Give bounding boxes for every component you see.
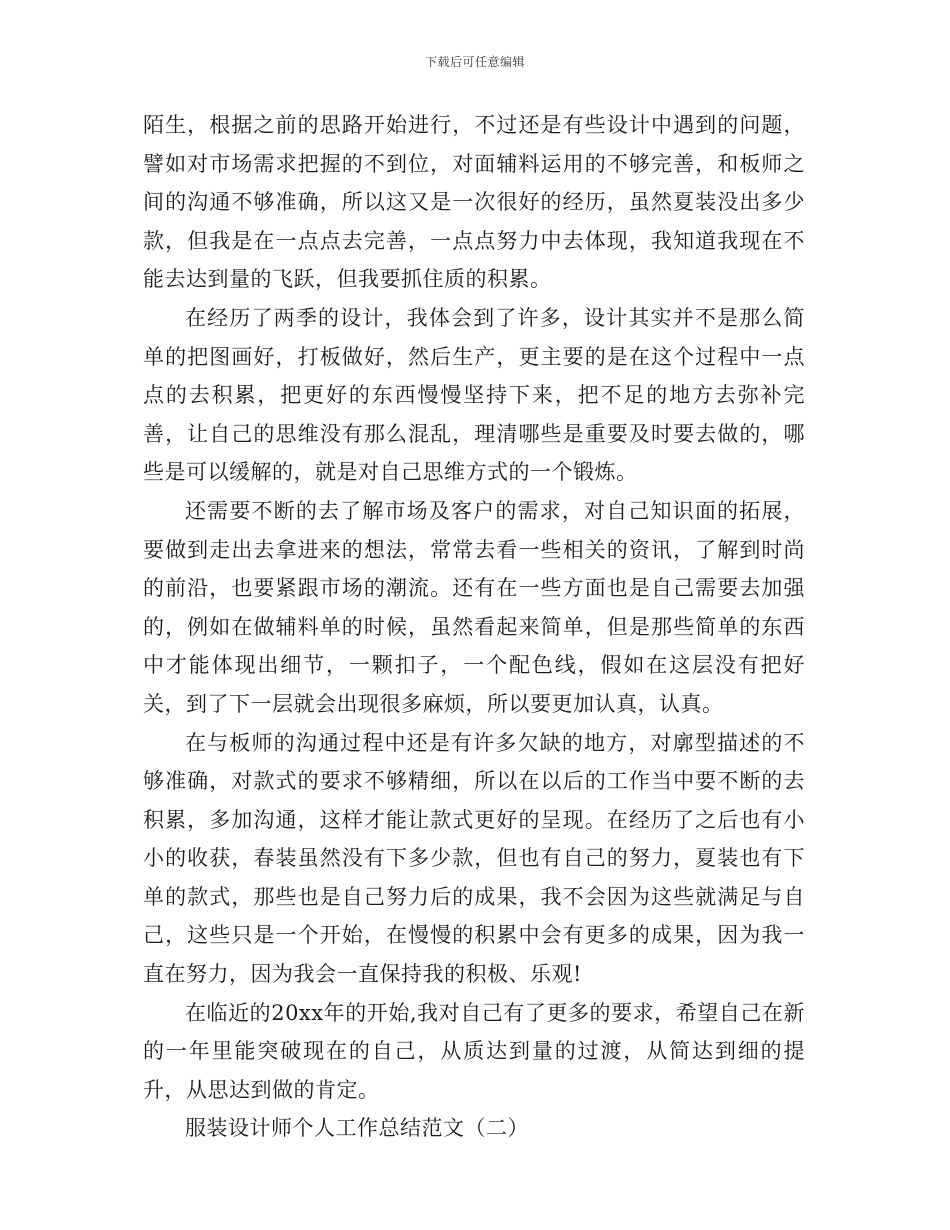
- paragraph-3: 还需要不断的去了解市场及客户的需求，对自己知识面的拓展，要做到走出去拿进来的想法，常常去看一些相关的资讯，了解到时尚的前沿，也要紧跟市场的潮流。还有在一些方面也是自己需要去加强的，例如在做辅料单的时候，虽然看起来简单，但是那些简单的东西中才能体现出细节，一颗扣子，一个配色线，假如在这层没有把好关，到了下一层就会出现很多麻烦，所以要更加认真，认真。: [143, 498, 805, 716]
- paragraph-5: 在临近的20xx年的开始,我对自己有了更多的要求，希望自己在新的一年里能突破现在的自己，从质达到量的过渡，从简达到细的提升，从思达到做的肯定。: [143, 1000, 805, 1102]
- paragraph-4: 在与板师的沟通过程中还是有许多欠缺的地方，对廓型描述的不够准确，对款式的要求不够精细，所以在以后的工作当中要不断的去积累，多加沟通，这样才能让款式更好的呈现。在经历了之后也有小小的收获，春装虽然没有下多少款，但也有自己的努力，夏装也有下单的款式，那些也是自己努力后的成果，我不会因为这些就满足与自己，这些只是一个开始，在慢慢的积累中会有更多的成果，因为我一直在努力，因为我会一直保持我的积极、乐观!: [143, 730, 805, 987]
- paragraph-1: 陌生，根据之前的思路开始进行，不过还是有些设计中遇到的问题，譬如对市场需求把握的不到位，对面辅料运用的不够完善，和板师之间的沟通不够准确，所以这又是一次很好的经历，虽然夏装没出多少款，但我是在一点点去完善，一点点努力中去体现，我知道我现在不能去达到量的飞跃，但我要抓住质的积累。: [143, 113, 805, 292]
- section-title: 服装设计师个人工作总结范文（二）: [185, 1116, 529, 1141]
- document-body: [143, 106, 805, 1148]
- page-header: 下载后可任意编辑: [424, 55, 525, 69]
- paragraph-2: 在经历了两季的设计，我体会到了许多，设计其实并不是那么简单的把图画好，打板做好，然后生产，更主要的是在这个过程中一点点的去积累，把更好的东西慢慢坚持下来，把不足的地方去弥补完善，让自己的思维没有那么混乱，理清哪些是重要及时要去做的，哪些是可以缓解的，就是对自己思维方式的一个锻炼。: [143, 305, 805, 485]
